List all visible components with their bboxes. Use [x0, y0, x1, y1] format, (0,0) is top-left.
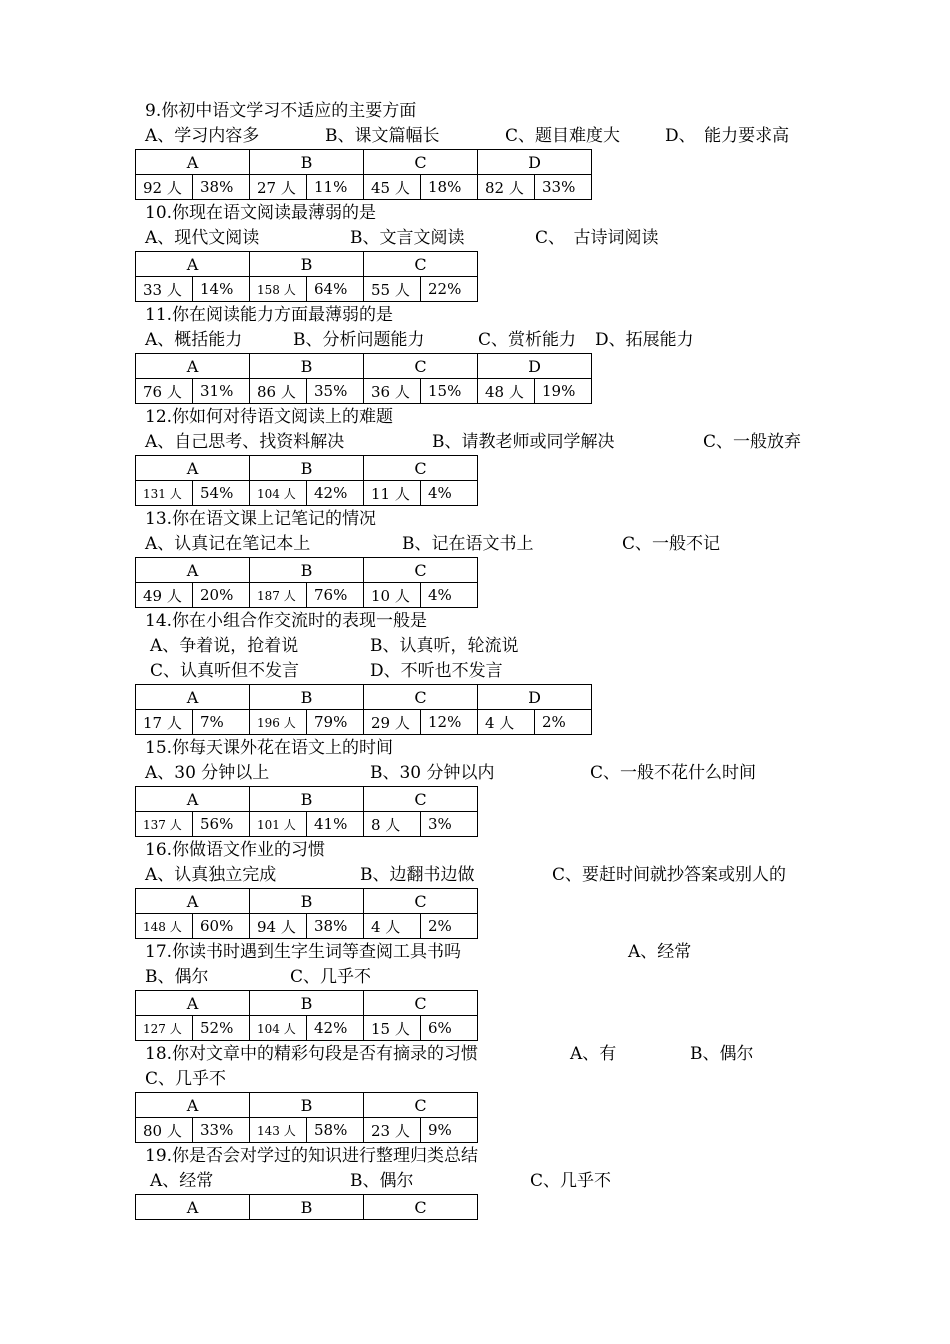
table-row	[136, 277, 478, 302]
option-header-cell: A	[136, 456, 250, 481]
count-cell: 10 人	[364, 583, 421, 608]
percent-cell: 9%	[421, 1118, 478, 1143]
question-15-option: B、30 分钟以内	[370, 763, 495, 783]
question-12-option: B、请教老师或同学解决	[432, 432, 615, 452]
count-cell: 127 人	[136, 1016, 193, 1041]
count-cell: 29 人	[364, 710, 421, 735]
percent-cell: 4%	[421, 481, 478, 506]
count-cell: 15 人	[364, 1016, 421, 1041]
count-cell: 143 人	[250, 1118, 307, 1143]
question-16-option: C、要赶时间就抄答案或别人的	[552, 865, 787, 885]
option-header-cell: B	[250, 685, 364, 710]
count-cell: 101 人	[250, 812, 307, 837]
question-10-option: B、文言文阅读	[350, 228, 465, 248]
question-16-title: 16.你做语文作业的习惯	[145, 840, 326, 860]
question-10-option: A、现代文阅读	[145, 228, 260, 248]
question-14-option: C、认真听但不发言	[150, 661, 300, 681]
count-cell: 92 人	[136, 175, 193, 200]
count-cell: 17 人	[136, 710, 193, 735]
count-cell: 76 人	[136, 379, 193, 404]
question-16-results-table	[135, 888, 478, 939]
option-header-cell: B	[250, 558, 364, 583]
table-header-row	[136, 787, 478, 812]
option-header-cell: B	[250, 354, 364, 379]
option-header-cell: C	[364, 150, 478, 175]
percent-cell: 2%	[535, 710, 592, 735]
percent-cell: 20%	[193, 583, 250, 608]
percent-cell: 6%	[421, 1016, 478, 1041]
option-header-cell: B	[250, 456, 364, 481]
option-header-cell: B	[250, 787, 364, 812]
question-9-option: D、 能力要求高	[665, 126, 790, 146]
percent-cell: 4%	[421, 583, 478, 608]
percent-cell: 42%	[307, 481, 364, 506]
count-cell: 55 人	[364, 277, 421, 302]
option-header-cell: A	[136, 787, 250, 812]
question-15-option: C、一般不花什么时间	[590, 763, 757, 783]
table-header-row	[136, 354, 592, 379]
question-11-option: D、拓展能力	[595, 330, 694, 350]
count-cell: 8 人	[364, 812, 421, 837]
count-cell: 86 人	[250, 379, 307, 404]
question-19-option: C、几乎不	[530, 1171, 612, 1191]
percent-cell: 35%	[307, 379, 364, 404]
question-12-option: C、一般放弃	[703, 432, 802, 452]
option-header-cell: B	[250, 150, 364, 175]
table-header-row	[136, 558, 478, 583]
option-header-cell: C	[364, 252, 478, 277]
question-14-option: D、不听也不发言	[370, 661, 503, 681]
question-14-title: 14.你在小组合作交流时的表现一般是	[145, 611, 428, 631]
percent-cell: 33%	[535, 175, 592, 200]
question-19-option: B、偶尔	[350, 1171, 414, 1191]
table-header-row	[136, 252, 478, 277]
question-18-title: 18.你对文章中的精彩句段是否有摘录的习惯	[145, 1044, 479, 1064]
percent-cell: 11%	[307, 175, 364, 200]
option-header-cell: B	[250, 1195, 364, 1220]
option-header-cell: A	[136, 558, 250, 583]
percent-cell: 15%	[421, 379, 478, 404]
count-cell: 131 人	[136, 481, 193, 506]
count-cell: 104 人	[250, 1016, 307, 1041]
option-header-cell: B	[250, 252, 364, 277]
table-header-row	[136, 991, 478, 1016]
count-cell: 137 人	[136, 812, 193, 837]
table-row	[136, 1016, 478, 1041]
percent-cell: 12%	[421, 710, 478, 735]
table-row	[136, 1118, 478, 1143]
option-header-cell: C	[364, 456, 478, 481]
option-header-cell: C	[364, 991, 478, 1016]
count-cell: 94 人	[250, 914, 307, 939]
option-header-cell: B	[250, 991, 364, 1016]
percent-cell: 41%	[307, 812, 364, 837]
option-header-cell: A	[136, 685, 250, 710]
count-cell: 27 人	[250, 175, 307, 200]
question-19-option: A、经常	[150, 1171, 214, 1191]
question-10-title: 10.你现在语文阅读最薄弱的是	[145, 203, 377, 223]
question-18-results-table	[135, 1092, 478, 1143]
option-header-cell: C	[364, 558, 478, 583]
percent-cell: 60%	[193, 914, 250, 939]
table-row	[136, 379, 592, 404]
count-cell: 4 人	[364, 914, 421, 939]
question-10-option: C、 古诗词阅读	[535, 228, 659, 248]
question-9-results-table	[135, 149, 592, 200]
question-12-option: A、自己思考、找资料解决	[145, 432, 345, 452]
question-19-title: 19.你是否会对学过的知识进行整理归类总结	[145, 1146, 479, 1166]
count-cell: 196 人	[250, 710, 307, 735]
percent-cell: 76%	[307, 583, 364, 608]
percent-cell: 3%	[421, 812, 478, 837]
table-row	[136, 914, 478, 939]
percent-cell: 19%	[535, 379, 592, 404]
percent-cell: 42%	[307, 1016, 364, 1041]
question-13-results-table	[135, 557, 478, 608]
table-header-row	[136, 685, 592, 710]
question-14-results-table	[135, 684, 592, 735]
question-13-option: A、认真记在笔记本上	[145, 534, 311, 554]
count-cell: 158 人	[250, 277, 307, 302]
option-header-cell: A	[136, 354, 250, 379]
option-header-cell: C	[364, 685, 478, 710]
percent-cell: 38%	[193, 175, 250, 200]
question-11-option: B、分析问题能力	[293, 330, 425, 350]
table-header-row	[136, 150, 592, 175]
question-19-results-table	[135, 1194, 478, 1220]
question-17-option: B、偶尔	[145, 967, 209, 987]
count-cell: 48 人	[478, 379, 535, 404]
question-11-option: A、概括能力	[145, 330, 243, 350]
count-cell: 33 人	[136, 277, 193, 302]
question-11-results-table	[135, 353, 592, 404]
count-cell: 49 人	[136, 583, 193, 608]
question-12-results-table	[135, 455, 478, 506]
option-header-cell: D	[478, 685, 592, 710]
question-10-results-table	[135, 251, 478, 302]
question-9-title: 9.你初中语文学习不适应的主要方面	[145, 101, 417, 121]
question-11-option: C、赏析能力	[478, 330, 577, 350]
percent-cell: 54%	[193, 481, 250, 506]
question-13-title: 13.你在语文课上记笔记的情况	[145, 509, 377, 529]
option-header-cell: A	[136, 889, 250, 914]
percent-cell: 52%	[193, 1016, 250, 1041]
option-header-cell: D	[478, 354, 592, 379]
question-9-option: B、课文篇幅长	[325, 126, 440, 146]
question-17-title: 17.你读书时遇到生字生词等查阅工具书吗	[145, 942, 462, 962]
option-header-cell: C	[364, 1195, 478, 1220]
option-header-cell: B	[250, 1093, 364, 1118]
count-cell: 82 人	[478, 175, 535, 200]
question-14-option: B、认真听，轮流说	[370, 636, 519, 656]
percent-cell: 79%	[307, 710, 364, 735]
option-header-cell: D	[478, 150, 592, 175]
count-cell: 11 人	[364, 481, 421, 506]
count-cell: 23 人	[364, 1118, 421, 1143]
option-header-cell: B	[250, 889, 364, 914]
table-row	[136, 710, 592, 735]
option-header-cell: C	[364, 1093, 478, 1118]
question-9-option: C、题目难度大	[505, 126, 621, 146]
option-header-cell: C	[364, 889, 478, 914]
question-9-option: A、学习内容多	[145, 126, 260, 146]
question-17-option: A、经常	[628, 942, 692, 962]
count-cell: 36 人	[364, 379, 421, 404]
percent-cell: 38%	[307, 914, 364, 939]
table-header-row	[136, 1093, 478, 1118]
table-row	[136, 481, 478, 506]
count-cell: 4 人	[478, 710, 535, 735]
count-cell: 148 人	[136, 914, 193, 939]
percent-cell: 14%	[193, 277, 250, 302]
count-cell: 187 人	[250, 583, 307, 608]
percent-cell: 58%	[307, 1118, 364, 1143]
option-header-cell: A	[136, 1195, 250, 1220]
percent-cell: 7%	[193, 710, 250, 735]
question-16-option: A、认真独立完成	[145, 865, 277, 885]
table-row	[136, 812, 478, 837]
question-13-option: B、记在语文书上	[402, 534, 534, 554]
question-17-results-table	[135, 990, 478, 1041]
question-16-option: B、边翻书边做	[360, 865, 475, 885]
percent-cell: 31%	[193, 379, 250, 404]
percent-cell: 56%	[193, 812, 250, 837]
percent-cell: 64%	[307, 277, 364, 302]
option-header-cell: A	[136, 1093, 250, 1118]
table-header-row	[136, 1195, 478, 1220]
percent-cell: 33%	[193, 1118, 250, 1143]
question-13-option: C、一般不记	[622, 534, 721, 554]
question-11-title: 11.你在阅读能力方面最薄弱的是	[145, 305, 394, 325]
table-header-row	[136, 456, 478, 481]
count-cell: 80 人	[136, 1118, 193, 1143]
question-12-title: 12.你如何对待语文阅读上的难题	[145, 407, 394, 427]
percent-cell: 2%	[421, 914, 478, 939]
question-18-option: B、偶尔	[690, 1044, 754, 1064]
table-header-row	[136, 889, 478, 914]
count-cell: 45 人	[364, 175, 421, 200]
question-18-option: A、有	[570, 1044, 617, 1064]
question-15-title: 15.你每天课外花在语文上的时间	[145, 738, 394, 758]
question-17-option: C、几乎不	[290, 967, 372, 987]
question-15-option: A、30 分钟以上	[145, 763, 270, 783]
option-header-cell: A	[136, 252, 250, 277]
option-header-cell: C	[364, 787, 478, 812]
percent-cell: 18%	[421, 175, 478, 200]
question-15-results-table	[135, 786, 478, 837]
table-row	[136, 583, 478, 608]
option-header-cell: C	[364, 354, 478, 379]
percent-cell: 22%	[421, 277, 478, 302]
question-18-option: C、几乎不	[145, 1069, 227, 1089]
question-14-option: A、争着说，抢着说	[150, 636, 299, 656]
option-header-cell: A	[136, 150, 250, 175]
option-header-cell: A	[136, 991, 250, 1016]
table-row	[136, 175, 592, 200]
count-cell: 104 人	[250, 481, 307, 506]
